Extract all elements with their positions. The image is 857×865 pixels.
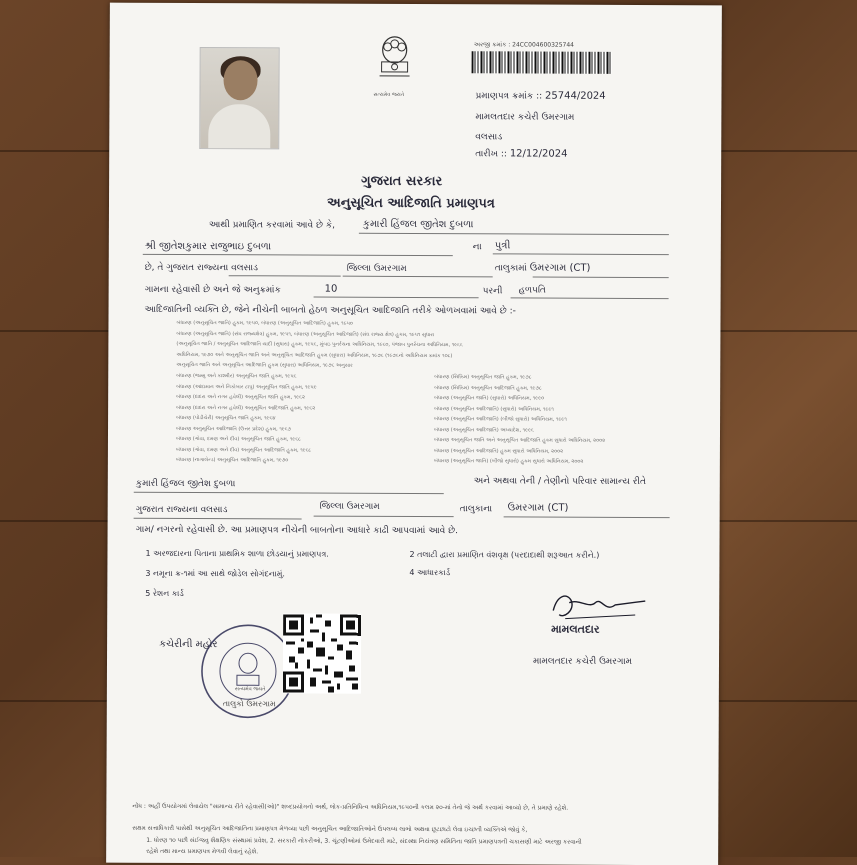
relation-prefix: ના bbox=[472, 242, 482, 253]
national-emblem-icon bbox=[371, 34, 417, 94]
footer-line-4: રહેશે તથા માન્ય પ્રમાણપત્ર મેળવી લેવાનું રહેશે. bbox=[146, 847, 259, 856]
schedule-right-item: બંધારણ (સિક્કિમ) અનુસૂચિત આદિજાતિ હુકમ, ૧૯૭૮ bbox=[434, 384, 542, 392]
schedule-list-left bbox=[176, 371, 317, 466]
basis-line: ગામ/ નગરનો રહેવાસી છે. આ પ્રમાણપત્ર નીચેની બાબતોના આધારે કાઢી આપવામાં આવે છે. bbox=[135, 524, 458, 537]
taluka-row: તાલુકામાં ઉમરગામ (CT) bbox=[494, 262, 591, 274]
seal-text-top: કચેરીની મહોર bbox=[159, 638, 218, 651]
barcode-text: અરજી ક્રમાંક : 24CC004600325744 bbox=[473, 41, 575, 49]
residence-taluka-label: તાલુકાના bbox=[459, 504, 493, 515]
schedule-left-item: બંધારણ (દાદરા અને નગર હવેલી) અનુસૂચિત જાતિ હુકમ, ૧૯૬૨ bbox=[176, 393, 305, 401]
schedule-right-item: બંધારણ (અનુસૂચિત આદિજાતિ) અધ્યાદેશ, ૧૯૯૬ bbox=[434, 426, 534, 434]
schedule-left-item: બંધારણ (ગોવા, દમણ અને દીવ) અનુસૂચિત જાતિ હુકમ, ૧૯૬૮ bbox=[175, 435, 301, 443]
certificate-number-row: પ્રમાણપત્ર ક્રમાંક :: 25744/2024 bbox=[475, 90, 606, 102]
schedule-left-item: બંધારણ (ગોવા, દમણ અને દીવ) અનુસૂચિત આદિજાતિ હુકમ, ૧૯૬૮ bbox=[175, 446, 312, 454]
schedule-right-item: બંધારણ (અનુસૂચિત જાતિ) (સુધારો) અધિનિયમ, ૧૯૯૦ bbox=[434, 395, 545, 402]
document-item: 4 આધારકાર્ડ bbox=[409, 567, 451, 578]
schedule-right-item: બંધારણ (સિક્કિમ) અનુસૂચિત જાતિ હુકમ, ૧૯૭૮ bbox=[434, 374, 532, 381]
schedule-line: બંધારણ (અનુસૂચિત જાતિ) હુકમ, ૧૯૫૦, બંધારણ (અનુસૂચિત આદિજાતિ) હુકમ, ૧૯૫૦ bbox=[176, 319, 353, 327]
footer-line-3: 1. ધોરણ ૧૦ પછી સંઈજવુ શૈક્ષણિક સંસ્થામાં પ્રવેશ, 2. સરકારી નોકરીઓ, 3. ચૂંટણીઓમાં ઉમેદવારી માટે, સંદસ્થા નિયંત્રણ સમિતિના જાતિ પ્રમાણપત્રની ચકાસણી માટે અરજી કરવાની bbox=[146, 836, 582, 846]
issuing-office: મામલતદાર કચેરી ઉમરગામ bbox=[475, 112, 575, 123]
serial-number: 10 bbox=[324, 283, 338, 295]
schedule-orders bbox=[176, 318, 463, 372]
caste-label: પરની bbox=[482, 286, 503, 297]
residence-taluka: ઉમરગામ (CT) bbox=[507, 502, 569, 514]
footer-line-2: સક્ષમ સત્તાધિકારી પાસેથી અનુસૂચિત આદિજાતિના પ્રમાણપત્ર મેળવ્યા પછી અનુસૂચિત આદિજાતિઓને ઉપલબ્ધ લાભો અથવા છૂટછાટો લેવા ઇચ્છતી વ્યક્તિએ જોવું કે, bbox=[132, 824, 528, 834]
schedule-right-item: બંધારણ (અનુસૂચિત આદિજાતિ) (સુધારો) અધિનિયમ, ૧૯૯૧ bbox=[434, 405, 554, 413]
document-item: 1 અરજદારના પિતાના પ્રાથમિક શાળા છોડયાનું પ્રમાણપત્ર. bbox=[145, 548, 329, 559]
relation: પુત્રી bbox=[494, 240, 511, 252]
document-item: 3 નમૂના ક્ર-૧માં આ સાથે જોડેલ સોગંદનામું. bbox=[145, 568, 286, 579]
residence-district: જિલ્લા ઉમરગામ bbox=[319, 501, 380, 512]
schedule-left-item: બંધારણ અનુસૂચિત આદિજાતિ (ઉત્તર પ્રદેશ) હુકમ, ૧૯૬૭ bbox=[176, 425, 292, 432]
schedule-line: અનુસૂચિત જાતિ અને અનુસૂચિત આદિજાતિ હુકમ (સુધારા) અધિનિયમ, ૧૯૭૬ અનુસાર bbox=[176, 361, 353, 369]
certify-prefix: આથી પ્રમાણિત કરવામાં આવે છે કે, bbox=[208, 220, 336, 231]
schedule-left-item: બંધારણ (પોંડીચેરી) અનુસૂચિત જાતિ હુકમ, ૧૯૬૪ bbox=[176, 414, 276, 422]
father-name: શ્રી જીતેશકુમાર રાજુભાઇ દુબળા bbox=[144, 240, 272, 253]
certificate-paper bbox=[106, 3, 722, 865]
certificate-title: અનુસૂચિત આદિજાતિ પ્રમાણપત્ર bbox=[326, 195, 495, 212]
emblem-caption: સત્યમેવ જયતે bbox=[373, 91, 405, 98]
tribe-line: આદિજાતિની વ્યક્તિ છે, જેને નીચેની બાબતો હેઠળ અનુસૂચિત આદિજાતિ તરીકે ઓળખવામાં આવે છે :- bbox=[144, 304, 516, 317]
signatory-office: મામલતદાર કચેરી ઉમરગામ bbox=[532, 656, 633, 667]
applicant-name: કુમારી હિંજલ જીતેશ દુબળા bbox=[362, 218, 474, 231]
schedule-line: બંધારણ (અનુસૂચિત જાતિ) (સંઘ રાજ્યક્ષેત્ર) હુકમ, ૧૯૫૧, બંધારણ (અનુસૂચિત આદિજાતિ) (સંઘ રાજ્ય ક્ષેત્ર) હુકમ, ૧૯૫૧ સુધારા bbox=[176, 330, 435, 338]
footer-note: નોંધ : અહીં ઉપયોગમાં લેવાયેલ "સામાન્ય રીતે રહેવાસી(ઓ)" શબ્દપ્રયોગનો અર્થ, લોક-પ્રતિનિધિત્વ અધિનિયમ,૧૯૫૦ની કલમ ૨૦-માં તેનો જે અર્થ કરવામાં આવ્યો છે, તે પ્રમાણે રહેશે. bbox=[132, 802, 569, 812]
schedule-right-item: બંધારણ (અનુસૂચિત આદિજાતિ) (બીજો સુધારો) અધિનિયમ, ૧૯૯૧ bbox=[434, 416, 567, 423]
schedule-right-item: બંધારણ (અનુસૂચિત આદિજાતિ) હુકમ સુધારો અધિનિયમ, ૨૦૦૨ bbox=[433, 447, 564, 455]
family-line: અને અથવા તેની / તેણીનો પરિવાર સામાન્ય રીતે bbox=[473, 476, 647, 488]
state-prefix: છે, તે ગુજરાત રાજ્યના વલસાડ bbox=[144, 262, 259, 274]
seal-caption: સત્યમેવ જયતે bbox=[234, 686, 266, 693]
schedule-left-item: બંધારણ (આંદામાન અને નિકોબાર ટાપુ) અનુસૂચિત જાતિ હુકમ, ૧૯૫૯ bbox=[176, 383, 317, 391]
barcode bbox=[472, 51, 612, 74]
applicant-photo bbox=[199, 47, 279, 149]
header-district: વલસાડ bbox=[475, 132, 503, 143]
schedule-right-item: બંધારણ અનુસૂચિત જાતિ અને અનુસૂચિત આદિજાતિ હુકમ સુધારો અધિનિયમ, ૨૦૦૨ bbox=[433, 437, 606, 444]
schedule-line: અધિનિયમ, ૧૯૭૦ અને અનુસૂચિત જાતિ અને અનુસૂચિત આદિજાતિ હુકમ (સુધારા) અધિનિયમ, ૧૯૭૬ (૧૯૭૬નો અધિનિયમ ક્રમાંક ૧૦૮) bbox=[176, 351, 453, 359]
residence-state: ગુજરાત રાજ્યના વલસાડ bbox=[135, 504, 228, 516]
schedule-line: (અનુસૂચિત જાતિ / અનુસૂચિત આદિજાતિ યાદી (સુધારા) હુકમ, ૧૯૫૬, મુંબઇ પુનર્રચના અધિનિયમ, ૧૯૬૦, પંજાબ પુનર્રચના અધિનિયમ, ૧૯૬૬ bbox=[176, 340, 463, 349]
schedule-right-item: બંધારણ (અનુસૂચિત જાતિ) (બીજો સુધારો) હુકમ સુધારો અધિનિયમ, ૨૦૦૨ bbox=[433, 458, 584, 465]
district-row: જિલ્લા ઉમરગામ bbox=[346, 263, 407, 274]
schedule-left-item: બંધારણ (દાદરા અને નગર હવેલી) અનુસૂચિત આદિજાતિ હુકમ, ૧૯૬૨ bbox=[176, 404, 316, 412]
schedule-left-item: બંધારણ (જમ્મુ અને કાશ્મીર) અનુસૂચિત જાતિ હુકમ, ૧૯૫૬ bbox=[176, 372, 297, 380]
caste-name: હળપતિ bbox=[518, 285, 546, 296]
signatory-title: મામલતદાર bbox=[551, 622, 600, 636]
government-title: ગુજરાત સરકાર bbox=[361, 173, 443, 190]
schedule-list-right bbox=[434, 372, 606, 467]
schedule-left-item: બંધારણ (નાગાલેન્ડ) અનુસૂચિત આદિજાતિ હુકમ, ૧૯૭૦ bbox=[175, 456, 289, 464]
residence-name: કુમારી હિંજલ જીતેશ દુબળા bbox=[135, 478, 236, 490]
verification-qr-code bbox=[283, 613, 361, 693]
issue-date-row: તારીખ :: 12/12/2024 bbox=[475, 148, 568, 160]
seal-ring-text: તાલુકો ઉમરગામ bbox=[222, 699, 276, 709]
resident-line: ગામના રહેવાસી છે અને જે અનુક્રમાંક bbox=[144, 284, 281, 296]
document-item: 5 રેશન કાર્ડ bbox=[145, 588, 184, 598]
document-item: 2 તલાટી દ્વારા પ્રમાણિત વંશવૃક્ષ (પરદાદાથી શરૂઆત કરીને.) bbox=[409, 549, 600, 560]
